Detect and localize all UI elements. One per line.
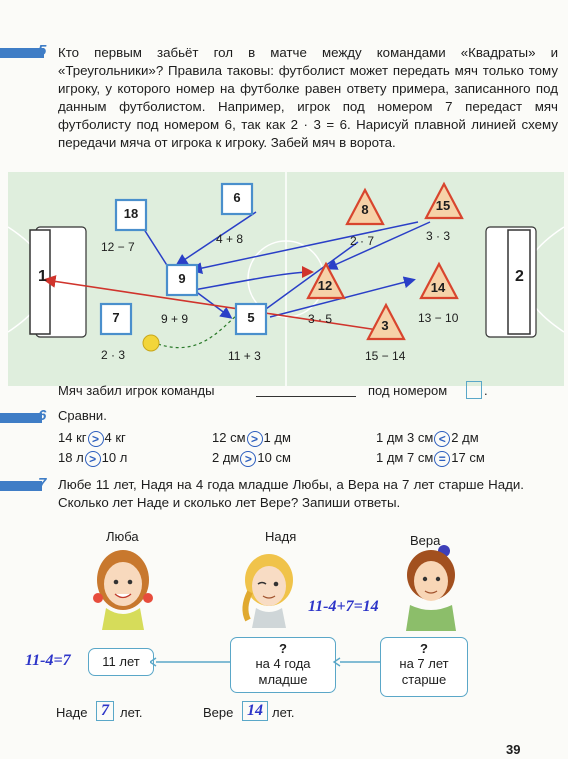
triangle-player-number: 3 [381, 318, 389, 333]
girl-lyuba-illustration [88, 546, 158, 630]
comparison-item [58, 430, 126, 447]
name-vera: Вера [410, 533, 441, 548]
number-answer-box[interactable] [466, 381, 482, 399]
task6-title: Сравни. [58, 408, 107, 423]
triangle-player-number: 15 [435, 198, 451, 213]
triangle-player-number: 14 [430, 280, 446, 295]
triangle-player-expr: 13 − 10 [418, 311, 459, 325]
comparison-right: 10 см [257, 450, 291, 465]
goal-left-label: 1 [38, 268, 47, 285]
comparison-item [212, 450, 291, 467]
comparison-item [376, 430, 479, 447]
comparison-sign[interactable]: > [247, 431, 263, 447]
triangle-player-expr: 2 · 7 [350, 234, 375, 248]
comparison-sign[interactable]: > [88, 431, 104, 447]
vera-answer-box[interactable]: 14 [242, 701, 268, 721]
answer-prefix: Мяч забил игрок команды [58, 383, 215, 398]
comparison-left: 1 дм 3 см [376, 430, 434, 445]
task-number-7: 7 [38, 475, 47, 492]
girl-vera-illustration [398, 545, 464, 631]
square-player-number: 7 [112, 310, 120, 325]
task-number-5: 5 [38, 42, 47, 59]
task-band-7 [0, 481, 42, 491]
team-answer-line[interactable] [256, 396, 356, 397]
comparison-sign[interactable]: > [85, 451, 101, 467]
nadya-answer-box[interactable]: 7 [96, 701, 114, 721]
task5-text: Кто первым забьёт гол в матче между командами «Квадраты» и «Треугольники»? Правила таковы: футболист может передать мяч только тому игроку, у которого номер на футболке равен ответу примера, записанного под данным футболистом. Например, игрок под номером 7 передаст мяч футболисту под номером 6, так как 2 · 3 = 6. Нарисуй плавной линией схему передачи мяча от игрока к игроку. Забей мяч в ворота. [58, 45, 558, 150]
football-field [8, 172, 564, 386]
triangle-player-expr: 3 · 3 [426, 229, 451, 243]
vera-question-mark: ? [420, 641, 428, 656]
comparison-right: 4 кг [104, 430, 126, 445]
vera-relation-text: на 7 лет старше [399, 656, 449, 687]
vera-years: лет. [272, 705, 295, 720]
answer-mid: под номером [368, 383, 448, 398]
square-player-number: 9 [178, 271, 186, 286]
relation-arrows [150, 655, 382, 669]
square-player-number: 6 [233, 190, 241, 205]
girl-nadya-illustration [236, 550, 302, 628]
page-number: 39 [506, 742, 521, 757]
goal-right-label: 2 [515, 268, 524, 285]
nadya-question-mark: ? [279, 641, 287, 656]
lyuba-age: 11 лет [102, 654, 140, 669]
square-player-expr: 4 + 8 [216, 232, 244, 246]
ball [143, 335, 159, 351]
pass-arrow [193, 222, 418, 270]
square-player-number: 18 [123, 206, 139, 221]
comparison-right: 17 см [451, 450, 485, 465]
triangle-player-number: 12 [317, 278, 333, 293]
comparison-item [58, 450, 127, 467]
vera-answer-label: Вере [203, 705, 234, 720]
comparison-right: 2 дм [451, 430, 479, 445]
comparison-left: 14 кг [58, 430, 87, 445]
comparison-left: 1 дм 7 см [376, 450, 434, 465]
triangle-player-number: 8 [361, 202, 369, 217]
square-player-expr: 9 + 9 [161, 312, 189, 326]
triangle-player-expr: 15 − 14 [365, 349, 406, 363]
task-number-6: 6 [38, 407, 47, 424]
triangle-player-expr: 3 · 5 [308, 312, 333, 326]
task-band-6 [0, 413, 42, 423]
comparison-item [376, 450, 485, 467]
nadya-years: лет. [120, 705, 143, 720]
pass-arrow [194, 272, 311, 290]
comparison-left: 2 дм [212, 450, 240, 465]
comparison-sign[interactable]: = [434, 451, 450, 467]
answer-end: . [484, 383, 488, 398]
pass-arrow [328, 222, 430, 268]
comparison-right: 10 л [101, 450, 128, 465]
square-player-expr: 12 − 7 [101, 240, 135, 254]
name-nadya: Надя [265, 529, 297, 544]
comparison-right: 1 дм [263, 430, 291, 445]
square-player-expr: 2 · 3 [101, 348, 126, 362]
handwritten-nadya-calc: 11-4=7 [25, 652, 71, 669]
field-drawing [8, 172, 564, 386]
comparison-sign[interactable]: < [434, 431, 450, 447]
vera-relation-box [380, 637, 468, 697]
comparison-sign[interactable]: > [240, 451, 256, 467]
lyuba-age-box [88, 648, 154, 676]
name-lyuba: Люба [106, 529, 139, 544]
comparison-left: 18 л [58, 450, 84, 465]
comparison-left: 12 см [212, 430, 246, 445]
handwritten-vera-calc: 11-4+7=14 [308, 598, 379, 615]
task7-text: Любе 11 лет, Надя на 4 года младше Любы, а Вера на 7 лет старше Нади. Сколько лет Наде и сколько лет Вере? Запиши ответы. [58, 477, 524, 510]
square-player-number: 5 [247, 310, 255, 325]
square-player-expr: 11 + 3 [228, 349, 261, 363]
nadya-relation-text: на 4 года младше [255, 656, 311, 687]
nadya-answer-label: Наде [56, 705, 88, 720]
comparison-item [212, 430, 291, 447]
